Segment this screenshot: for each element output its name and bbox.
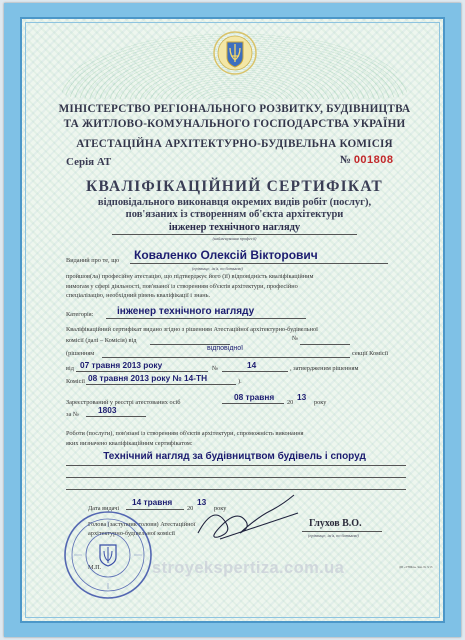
decision-label: (рішенням: [66, 350, 95, 357]
issue-year-value: 13: [197, 497, 207, 507]
category-value: інженер технічного нагляду: [117, 306, 255, 317]
ministry-line-2: ТА ЖИТЛОВО-КОМУНАЛЬНОГО ГОСПОДАРСТВА УКРАЇНИ: [63, 118, 406, 130]
commission2-label: Комісії: [66, 378, 85, 385]
issued-no-label: №: [292, 335, 299, 342]
coat-of-arms-icon: [212, 29, 258, 81]
handwritten-signature: [190, 489, 310, 549]
passed-text-line-1: пройшов(ла) професійну атестацію, що підтверджує його (її) відповідність кваліфікаційним: [66, 273, 314, 280]
certificate-number: [340, 154, 394, 166]
profession-value: інженер технічного нагляду: [168, 222, 301, 233]
subtitle-line-2: пов'язаних із створенням об'єкта архітектури: [125, 209, 344, 220]
decision-no-value: 14: [247, 360, 257, 370]
issue-year-prefix: 20: [187, 505, 194, 512]
passed-text: [66, 272, 411, 301]
signer-name: Глухов В.О.: [309, 518, 362, 529]
registry-year-suffix: року: [314, 399, 327, 406]
holder-prefix: Виданий про те, що: [66, 257, 120, 264]
registry-no-label: за №: [66, 411, 79, 418]
print-info: ДП «УНІКА» Зам. № 3/13: [399, 565, 433, 569]
works-line-1: Роботи (послуги), пов'язані із створенням об'єктів архітектури, спроможність виконання: [66, 430, 304, 437]
holder-name: Коваленко Олексій Вікторович: [134, 248, 318, 262]
mp-label: М.П.: [88, 564, 102, 571]
registry-label: Зареєстрований у реєстрі атестованих осіб: [66, 399, 181, 406]
registry-year-prefix: 20: [287, 399, 294, 406]
ministry-line-1: МІНІСТЕРСТВО РЕГІОНАЛЬНОГО РОЗВИТКУ, БУДІВНИЦТВА: [58, 103, 411, 115]
decision-date: 07 травня 2013 року: [80, 360, 163, 370]
decision-no-label: №: [212, 365, 219, 372]
series-label: Серія АТ: [66, 156, 112, 168]
profession-caption: (найменування професії): [212, 236, 257, 241]
passed-text-line-2: вимогам у сфері діяльності, пов'язаної із створенням об'єктів архітектури, професійно: [66, 282, 298, 290]
category-label: Категорія:: [66, 311, 94, 318]
number-value: 001808: [353, 154, 394, 166]
commission-title: АТЕСТАЦІЙНА АРХІТЕКТУРНО-БУДІВЕЛЬНА КОМІСІЯ: [76, 138, 393, 150]
certificate-sheet: [4, 3, 461, 637]
works-value: Технічний нагляд за будівництвом будівель і споруд: [103, 451, 366, 462]
section-value: відповідної: [207, 345, 244, 352]
commission2-value: 08 травня 2013 року № 14-ТН: [88, 373, 208, 383]
registry-year-value: 13: [297, 392, 307, 402]
issued-line-1: Кваліфікаційний сертифікат видано згідно з рішенням Атестаційної архітектурно-будівельної: [66, 326, 318, 333]
issued-commission-label: комісії (далі – Комісія) від: [66, 337, 137, 344]
issue-year-suffix: року: [214, 505, 227, 512]
signer-role-line-1: Голова (заступник голови) Атестаційної: [88, 521, 196, 528]
round-seal-stamp: [62, 509, 154, 601]
issued-close: ).: [238, 378, 242, 385]
issue-date-label: Дата видачі: [88, 505, 120, 512]
website-watermark: stroyekspertiza.com.ua: [152, 559, 345, 577]
approved-label: , затвердженим рішенням: [290, 365, 359, 372]
certificate-title: КВАЛІФІКАЦІЙНИЙ СЕРТИФІКАТ: [86, 178, 383, 195]
number-label: №: [340, 154, 352, 166]
guilloche-ornament: [62, 33, 407, 99]
works-line-2: яких визначено кваліфікаційним сертифікатом:: [66, 440, 193, 447]
from-label: від: [66, 365, 74, 372]
subtitle-line-1: відповідального виконавця окремих видів робіт (послуг),: [97, 197, 372, 208]
signer-role-line-2: архітектурно-будівельної комісії: [88, 530, 175, 537]
holder-caption: (прізвище, ім'я, по батькові): [192, 266, 243, 271]
registry-no-value: 1803: [98, 405, 117, 415]
passed-text-line-3: спеціалізацію, необхідний рівень кваліфікації і знань.: [66, 292, 211, 300]
issue-date-value: 14 травня: [132, 497, 173, 507]
registry-date: 08 травня: [234, 392, 275, 402]
section-label: секції Комісії: [352, 350, 389, 357]
signer-name-caption: (прізвище, ім'я, по батькові): [308, 533, 359, 538]
